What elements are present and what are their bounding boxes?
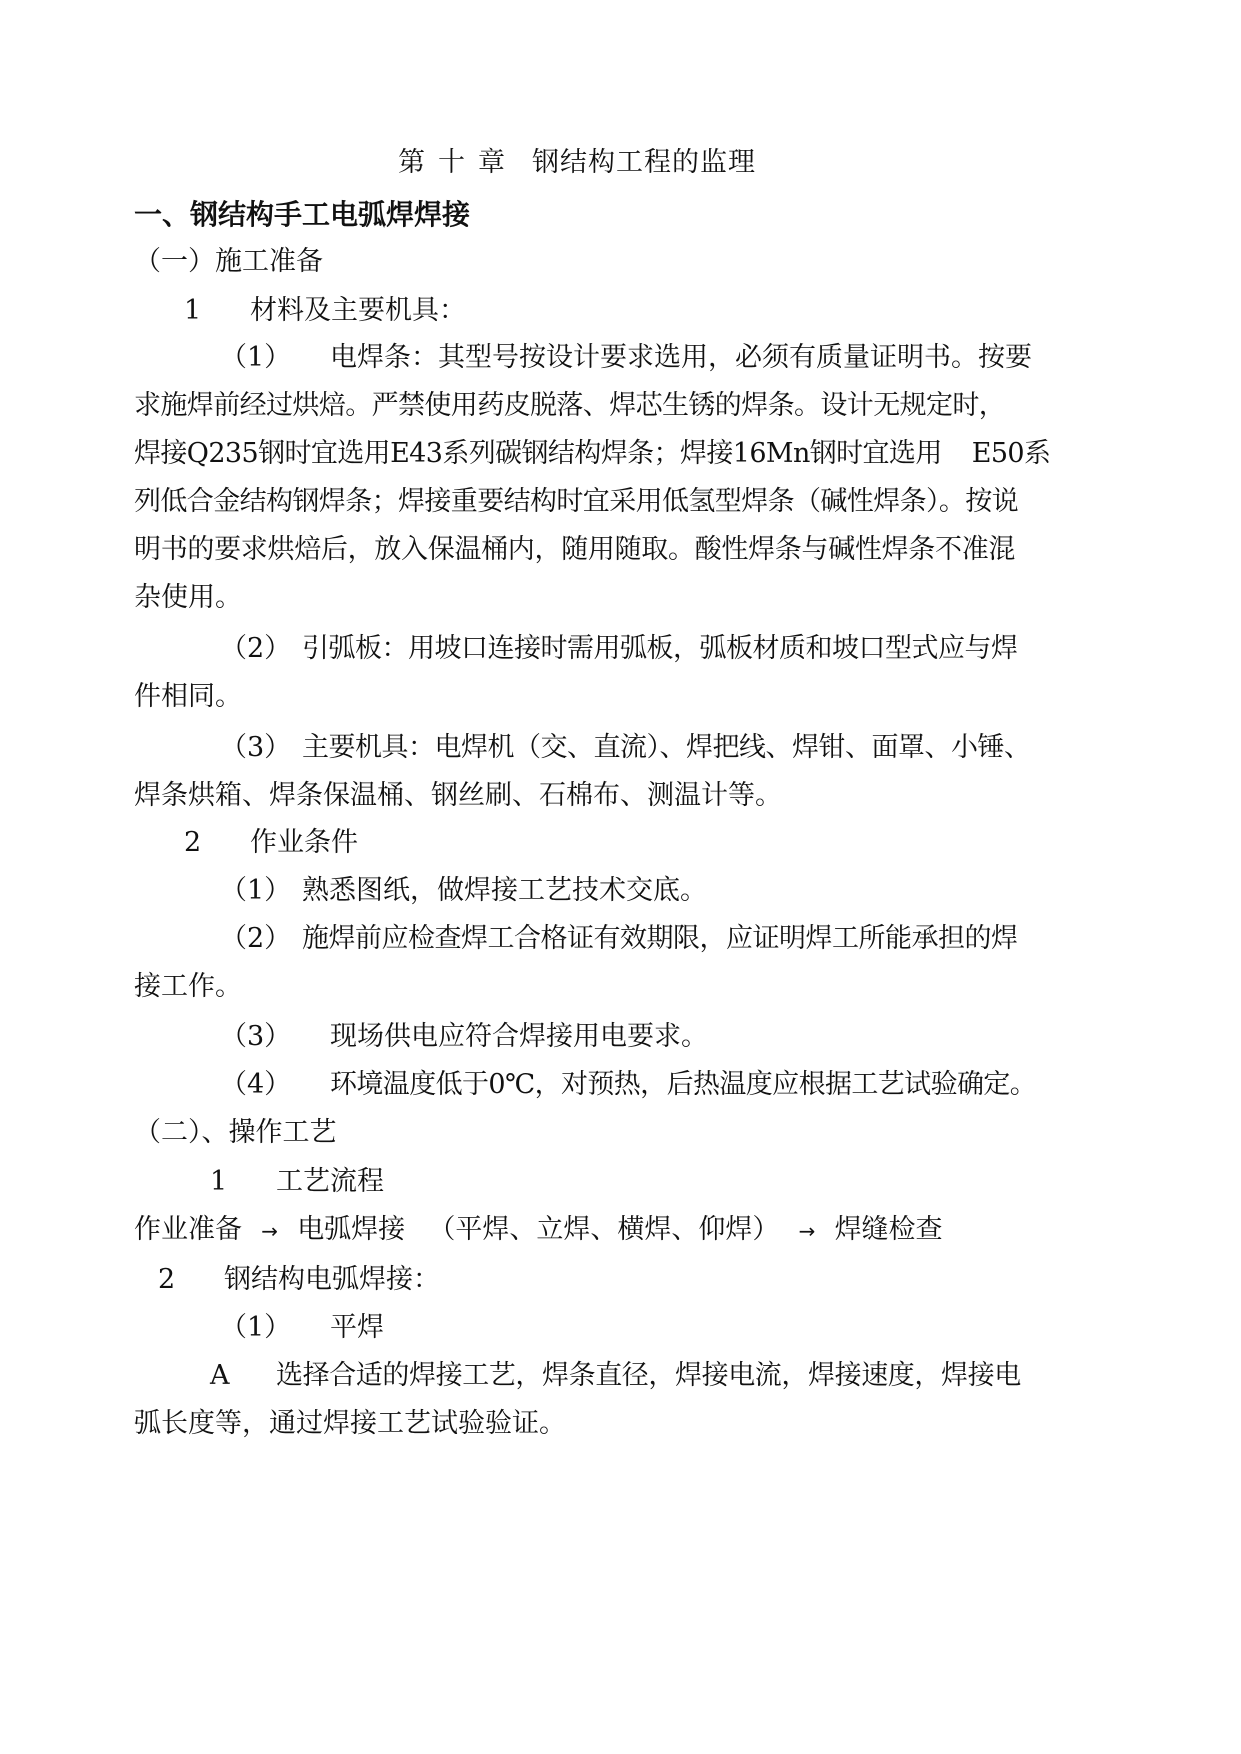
paragraph-number: （1） <box>220 342 292 373</box>
flow-arrow-icon: → <box>261 1219 278 1243</box>
paragraph-number: A <box>210 1360 230 1391</box>
paragraph-arc-plate-line2: 件相同。 <box>134 681 242 712</box>
item-text: 材料及主要机具： <box>250 295 466 326</box>
chapter-name: 钢结构工程的监理 <box>532 147 756 178</box>
paragraph-number: （3） <box>220 1021 292 1052</box>
list-item-arc-welding <box>158 1263 440 1297</box>
flow-step-welding-note: （平焊、立焊、横焊、仰焊） <box>428 1214 780 1245</box>
process-flow <box>134 1213 943 1248</box>
item-number: 1 <box>210 1166 228 1197</box>
condition-4 <box>220 1068 1036 1102</box>
item-text: 钢结构电弧焊接： <box>224 1264 440 1295</box>
flow-step-prep: 作业准备 <box>134 1214 242 1245</box>
paragraph-text: 熟悉图纸，做焊接工艺技术交底。 <box>302 875 707 906</box>
paragraph-arc-plate-line1 <box>220 632 1018 666</box>
paragraph-electrode-line1 <box>220 341 1032 375</box>
paragraph-electrode-line4: 列低合金结构钢焊条；焊接重要结构时宜采用低氢型焊条（碱性焊条）。按说 <box>134 486 1019 517</box>
paragraph-number: （1） <box>220 875 292 906</box>
paragraph-text: 选择合适的焊接工艺，焊条直径，焊接电流，焊接速度，焊接电 <box>276 1360 1021 1391</box>
welding-flat-a-line1 <box>210 1359 1021 1393</box>
paragraph-electrode-line5: 明书的要求烘焙后，放入保温桶内，随用随取。酸性焊条与碱性焊条不准混 <box>134 534 1016 565</box>
item-number: 2 <box>158 1264 176 1295</box>
paragraph-text: 焊接Q235钢时宜选用E43系列碳钢结构焊条；焊接16Mn钢时宜选用 <box>134 438 942 469</box>
item-text: 工艺流程 <box>276 1166 384 1197</box>
paragraph-electrode-line3 <box>134 437 1050 471</box>
flow-step-inspection: 焊缝检查 <box>834 1214 943 1245</box>
list-item-process-flow <box>210 1165 384 1199</box>
paragraph-text: 平焊 <box>330 1312 384 1343</box>
flow-step-welding: 电弧焊接 <box>297 1214 406 1245</box>
list-item-materials <box>184 294 466 328</box>
paragraph-text: 环境温度低于0℃，对预热，后热温度应根据工艺试验确定。 <box>330 1069 1037 1100</box>
flow-arrow-icon: → <box>798 1219 816 1243</box>
item-number: 2 <box>184 827 202 858</box>
paragraph-number: （2） <box>220 633 292 664</box>
condition-3 <box>220 1020 708 1054</box>
condition-2-line2: 接工作。 <box>134 971 242 1002</box>
condition-1 <box>220 874 707 908</box>
paragraph-tools-line1 <box>220 731 1031 765</box>
chapter-word-c: 章 <box>478 147 506 178</box>
paragraph-text: 引弧板：用坡口连接时需用弧板，弧板材质和坡口型式应与焊 <box>302 633 1018 664</box>
item-number: 1 <box>184 295 202 326</box>
paragraph-number: （2） <box>220 923 292 954</box>
paragraph-electrode-line6: 杂使用。 <box>134 582 242 613</box>
paragraph-number: （3） <box>220 732 292 763</box>
subsection-heading-2: （二）、操作工艺 <box>134 1117 337 1148</box>
paragraph-text: 现场供电应符合焊接用电要求。 <box>330 1021 708 1052</box>
paragraph-text: 电焊条：其型号按设计要求选用，必须有质量证明书。按要 <box>330 342 1032 373</box>
welding-flat <box>220 1311 384 1345</box>
paragraph-electrode-line2: 求施焊前经过烘焙。严禁使用药皮脱落、焊芯生锈的焊条。设计无规定时， <box>134 390 1006 421</box>
chapter-title <box>398 146 756 180</box>
paragraph-tools-line2: 焊条烘箱、焊条保温桶、钢丝刷、石棉布、测温计等。 <box>134 780 782 811</box>
condition-2-line1 <box>220 922 1018 956</box>
item-text: 作业条件 <box>250 827 358 858</box>
paragraph-text: 施焊前应检查焊工合格证有效期限，应证明焊工所能承担的焊 <box>302 923 1018 954</box>
section-heading: 一、钢结构手工电弧焊焊接 <box>134 198 471 231</box>
paragraph-text: 主要机具：电焊机（交、直流）、焊把线、焊钳、面罩、小锤、 <box>302 732 1031 763</box>
welding-flat-a-line2: 弧长度等，通过焊接工艺试验验证。 <box>134 1408 566 1439</box>
paragraph-number: （1） <box>220 1312 292 1343</box>
chapter-number: 十 <box>438 147 466 178</box>
subsection-heading-1: （一）施工准备 <box>134 246 323 277</box>
list-item-work-conditions <box>184 826 358 860</box>
chapter-word-a: 第 <box>398 147 426 178</box>
paragraph-number: （4） <box>220 1069 292 1100</box>
paragraph-text: E50系 <box>971 438 1051 469</box>
